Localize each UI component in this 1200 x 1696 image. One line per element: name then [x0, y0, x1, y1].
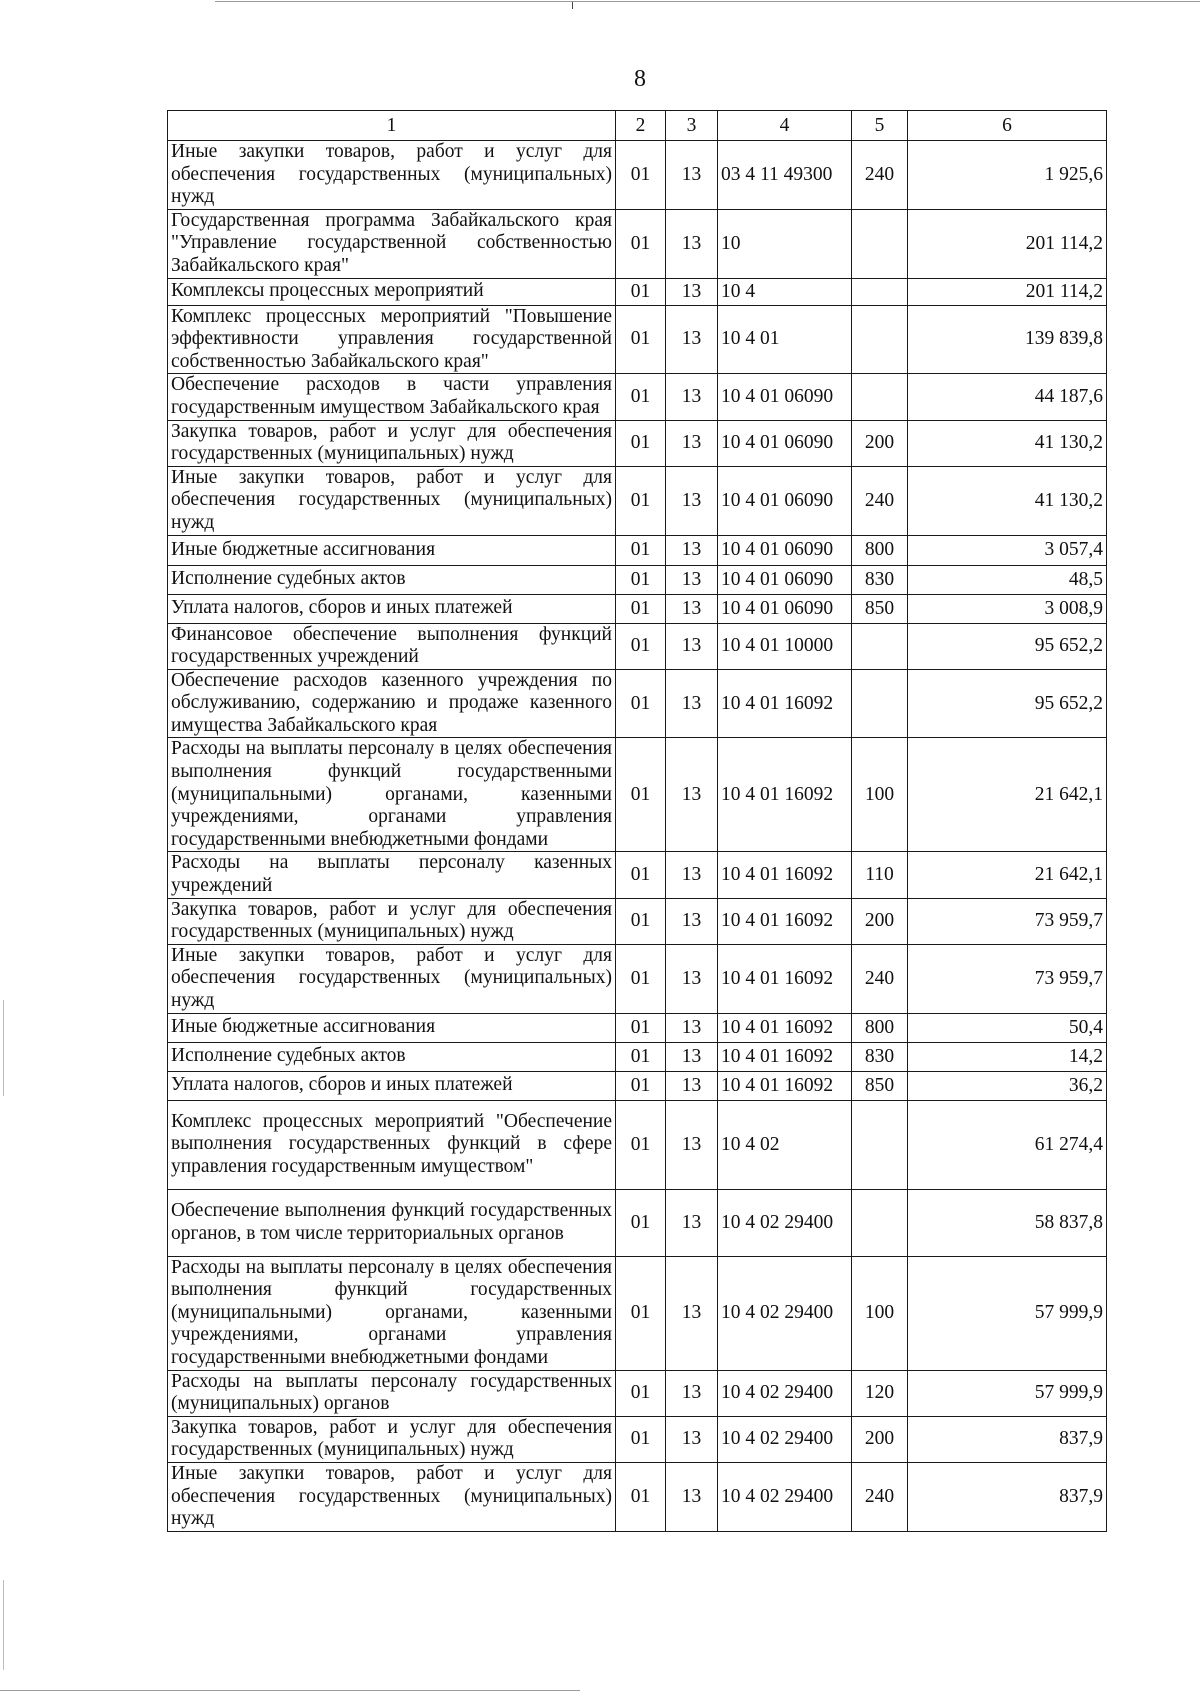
row-amount: 41 130,2 [908, 420, 1107, 466]
scan-edge-left-lower [3, 1580, 4, 1670]
row-subsection: 13 [666, 1416, 718, 1462]
column-header-2: 2 [616, 111, 666, 141]
row-target-code: 10 4 01 06090 [718, 374, 852, 420]
row-amount: 95 652,2 [908, 669, 1107, 738]
row-amount: 57 999,9 [908, 1370, 1107, 1416]
row-target-code: 10 4 02 29400 [718, 1462, 852, 1531]
row-name: Иные закупки товаров, работ и услуг для обеспечения государственных (муниципальных) нужд [168, 141, 616, 210]
row-amount: 201 114,2 [908, 209, 1107, 278]
table-row [168, 420, 1107, 466]
row-subsection: 13 [666, 1071, 718, 1100]
table-row [168, 898, 1107, 944]
table-row [168, 738, 1107, 852]
row-section: 01 [616, 898, 666, 944]
row-section: 01 [616, 1189, 666, 1256]
table-row [168, 623, 1107, 669]
row-target-code: 10 4 01 16092 [718, 738, 852, 852]
row-section: 01 [616, 420, 666, 466]
column-header-1: 1 [168, 111, 616, 141]
row-name: Обеспечение выполнения функций государственных органов, в том числе территориальных органов [168, 1189, 616, 1256]
row-subsection: 13 [666, 535, 718, 565]
row-name: Уплата налогов, сборов и иных платежей [168, 1071, 616, 1100]
column-header-4: 4 [718, 111, 852, 141]
row-subsection: 13 [666, 420, 718, 466]
row-target-code: 10 4 01 16092 [718, 1071, 852, 1100]
row-subsection: 13 [666, 738, 718, 852]
table-row [168, 565, 1107, 594]
row-expense-type: 830 [852, 1042, 908, 1071]
row-section: 01 [616, 1071, 666, 1100]
row-section: 01 [616, 852, 666, 898]
table-row [168, 1042, 1107, 1071]
row-target-code: 10 4 01 16092 [718, 1042, 852, 1071]
row-subsection: 13 [666, 1042, 718, 1071]
row-subsection: 13 [666, 305, 718, 374]
row-amount: 58 837,8 [908, 1189, 1107, 1256]
row-target-code: 10 4 01 16092 [718, 852, 852, 898]
scan-edge-bottom [0, 1690, 580, 1691]
row-name: Иные закупки товаров, работ и услуг для обеспечения государственных (муниципальных) нужд [168, 466, 616, 535]
table-row [168, 1071, 1107, 1100]
row-expense-type: 100 [852, 1256, 908, 1370]
row-subsection: 13 [666, 1189, 718, 1256]
row-amount: 837,9 [908, 1416, 1107, 1462]
row-amount: 21 642,1 [908, 738, 1107, 852]
row-section: 01 [616, 374, 666, 420]
row-expense-type: 200 [852, 898, 908, 944]
table-row [168, 669, 1107, 738]
table-row [168, 1013, 1107, 1042]
row-name: Комплексы процессных мероприятий [168, 278, 616, 305]
table-row [168, 852, 1107, 898]
row-target-code: 10 4 01 [718, 305, 852, 374]
row-subsection: 13 [666, 466, 718, 535]
row-target-code: 10 4 02 29400 [718, 1189, 852, 1256]
row-section: 01 [616, 305, 666, 374]
table-row [168, 1256, 1107, 1370]
row-subsection: 13 [666, 1462, 718, 1531]
row-amount: 837,9 [908, 1462, 1107, 1531]
row-target-code: 10 4 01 06090 [718, 420, 852, 466]
table-row [168, 374, 1107, 420]
row-expense-type [852, 209, 908, 278]
row-subsection: 13 [666, 1370, 718, 1416]
row-subsection: 13 [666, 594, 718, 623]
table-row [168, 1189, 1107, 1256]
column-header-5: 5 [852, 111, 908, 141]
row-target-code: 10 4 02 29400 [718, 1416, 852, 1462]
row-section: 01 [616, 1256, 666, 1370]
row-name: Государственная программа Забайкальского края "Управление государственной собственностью Забайкальского края" [168, 209, 616, 278]
table-body [168, 141, 1107, 1532]
row-name: Закупка товаров, работ и услуг для обеспечения государственных (муниципальных) нужд [168, 1416, 616, 1462]
row-expense-type: 110 [852, 852, 908, 898]
row-subsection: 13 [666, 1256, 718, 1370]
scan-edge-left [3, 1000, 4, 1096]
row-amount: 3 008,9 [908, 594, 1107, 623]
row-name: Иные бюджетные ассигнования [168, 535, 616, 565]
row-name: Уплата налогов, сборов и иных платежей [168, 594, 616, 623]
row-expense-type: 800 [852, 1013, 908, 1042]
row-target-code: 10 [718, 209, 852, 278]
row-section: 01 [616, 738, 666, 852]
row-subsection: 13 [666, 374, 718, 420]
row-amount: 48,5 [908, 565, 1107, 594]
table-row [168, 305, 1107, 374]
table-row [168, 278, 1107, 305]
table-row [168, 944, 1107, 1013]
table-row [168, 1100, 1107, 1189]
row-subsection: 13 [666, 565, 718, 594]
row-expense-type: 800 [852, 535, 908, 565]
row-amount: 21 642,1 [908, 852, 1107, 898]
row-section: 01 [616, 1100, 666, 1189]
row-expense-type: 240 [852, 466, 908, 535]
row-amount: 36,2 [908, 1071, 1107, 1100]
row-target-code: 10 4 01 06090 [718, 466, 852, 535]
row-expense-type: 240 [852, 944, 908, 1013]
row-expense-type: 850 [852, 1071, 908, 1100]
table-row [168, 209, 1107, 278]
row-target-code: 10 4 01 06090 [718, 535, 852, 565]
row-name: Обеспечение расходов казенного учреждения по обслуживанию, содержанию и продаже казенного имущества Забайкальского края [168, 669, 616, 738]
row-target-code: 10 4 01 10000 [718, 623, 852, 669]
row-target-code: 10 4 01 16092 [718, 669, 852, 738]
row-expense-type [852, 1189, 908, 1256]
row-amount: 44 187,6 [908, 374, 1107, 420]
row-name: Расходы на выплаты персоналу в целях обеспечения выполнения функций государственными (муниципальными) органами, казенными учреждениями, органами управления государственными внебюджетными фондами [168, 738, 616, 852]
row-amount: 41 130,2 [908, 466, 1107, 535]
row-section: 01 [616, 1042, 666, 1071]
row-section: 01 [616, 1416, 666, 1462]
row-name: Комплекс процессных мероприятий "Повышение эффективности управления государственной собственностью Забайкальского края" [168, 305, 616, 374]
header-row [168, 111, 1107, 141]
row-subsection: 13 [666, 623, 718, 669]
scan-tick-mark [572, 2, 573, 9]
row-name: Финансовое обеспечение выполнения функций государственных учреждений [168, 623, 616, 669]
row-name: Исполнение судебных актов [168, 565, 616, 594]
row-subsection: 13 [666, 898, 718, 944]
row-expense-type: 200 [852, 420, 908, 466]
row-subsection: 13 [666, 669, 718, 738]
row-section: 01 [616, 623, 666, 669]
row-subsection: 13 [666, 944, 718, 1013]
row-expense-type: 240 [852, 141, 908, 210]
row-section: 01 [616, 1370, 666, 1416]
row-subsection: 13 [666, 209, 718, 278]
row-amount: 139 839,8 [908, 305, 1107, 374]
row-expense-type: 850 [852, 594, 908, 623]
row-amount: 50,4 [908, 1013, 1107, 1042]
table-row [168, 1416, 1107, 1462]
row-target-code: 10 4 01 06090 [718, 594, 852, 623]
row-expense-type: 830 [852, 565, 908, 594]
row-expense-type [852, 374, 908, 420]
row-subsection: 13 [666, 141, 718, 210]
row-name: Расходы на выплаты персоналу государственных (муниципальных) органов [168, 1370, 616, 1416]
row-name: Закупка товаров, работ и услуг для обеспечения государственных (муниципальных) нужд [168, 420, 616, 466]
row-amount: 57 999,9 [908, 1256, 1107, 1370]
row-section: 01 [616, 594, 666, 623]
row-target-code: 10 4 01 16092 [718, 898, 852, 944]
row-name: Расходы на выплаты персоналу казенных учреждений [168, 852, 616, 898]
row-amount: 3 057,4 [908, 535, 1107, 565]
row-expense-type [852, 278, 908, 305]
row-name: Комплекс процессных мероприятий "Обеспечение выполнения государственных функций в сфере управления государственным имуществом" [168, 1100, 616, 1189]
row-expense-type: 240 [852, 1462, 908, 1531]
row-expense-type [852, 1100, 908, 1189]
scan-edge-top [215, 1, 1200, 2]
row-section: 01 [616, 209, 666, 278]
row-section: 01 [616, 535, 666, 565]
row-amount: 201 114,2 [908, 278, 1107, 305]
table-row [168, 466, 1107, 535]
row-expense-type [852, 623, 908, 669]
row-name: Закупка товаров, работ и услуг для обеспечения государственных (муниципальных) нужд [168, 898, 616, 944]
row-amount: 95 652,2 [908, 623, 1107, 669]
row-expense-type [852, 669, 908, 738]
row-expense-type [852, 305, 908, 374]
table-row [168, 535, 1107, 565]
table-row [168, 1370, 1107, 1416]
row-amount: 73 959,7 [908, 944, 1107, 1013]
row-amount: 14,2 [908, 1042, 1107, 1071]
row-section: 01 [616, 944, 666, 1013]
row-name: Обеспечение расходов в части управления государственным имуществом Забайкальского края [168, 374, 616, 420]
row-section: 01 [616, 466, 666, 535]
row-expense-type: 120 [852, 1370, 908, 1416]
row-expense-type: 100 [852, 738, 908, 852]
row-target-code: 10 4 02 29400 [718, 1370, 852, 1416]
row-name: Исполнение судебных актов [168, 1042, 616, 1071]
row-amount: 61 274,4 [908, 1100, 1107, 1189]
row-subsection: 13 [666, 1100, 718, 1189]
row-section: 01 [616, 1013, 666, 1042]
page-number: 8 [634, 66, 646, 92]
row-expense-type: 200 [852, 1416, 908, 1462]
row-target-code: 10 4 [718, 278, 852, 305]
row-target-code: 10 4 01 16092 [718, 1013, 852, 1042]
budget-table [167, 110, 1107, 1532]
row-target-code: 10 4 01 06090 [718, 565, 852, 594]
column-header-6: 6 [908, 111, 1107, 141]
column-header-3: 3 [666, 111, 718, 141]
row-section: 01 [616, 278, 666, 305]
row-target-code: 03 4 11 49300 [718, 141, 852, 210]
table-row [168, 594, 1107, 623]
row-section: 01 [616, 141, 666, 210]
row-subsection: 13 [666, 278, 718, 305]
row-section: 01 [616, 565, 666, 594]
row-subsection: 13 [666, 852, 718, 898]
table-header [168, 111, 1107, 141]
row-target-code: 10 4 02 29400 [718, 1256, 852, 1370]
row-amount: 73 959,7 [908, 898, 1107, 944]
row-target-code: 10 4 01 16092 [718, 944, 852, 1013]
row-name: Иные закупки товаров, работ и услуг для обеспечения государственных (муниципальных) нужд [168, 1462, 616, 1531]
table-row [168, 1462, 1107, 1531]
row-section: 01 [616, 669, 666, 738]
table-row [168, 141, 1107, 210]
row-subsection: 13 [666, 1013, 718, 1042]
row-target-code: 10 4 02 [718, 1100, 852, 1189]
row-name: Расходы на выплаты персоналу в целях обеспечения выполнения функций государственных (муниципальными) органами, казенными учреждениями, органами управления государственными внебюджетными фондами [168, 1256, 616, 1370]
row-name: Иные закупки товаров, работ и услуг для обеспечения государственных (муниципальных) нужд [168, 944, 616, 1013]
row-section: 01 [616, 1462, 666, 1531]
row-amount: 1 925,6 [908, 141, 1107, 210]
row-name: Иные бюджетные ассигнования [168, 1013, 616, 1042]
